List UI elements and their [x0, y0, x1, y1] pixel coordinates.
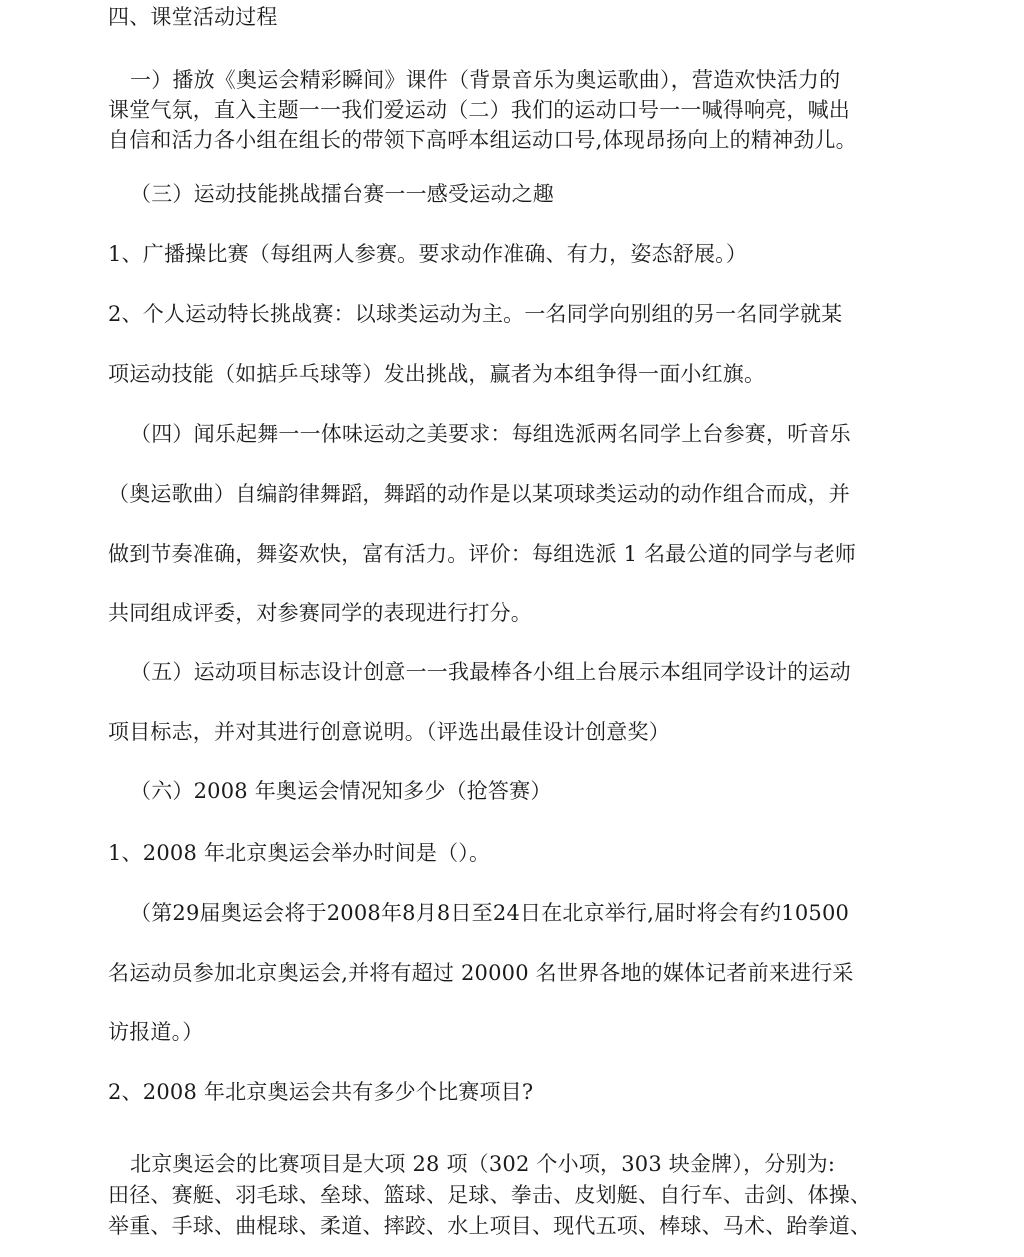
answer-line: （第29届奥运会将于2008年8月8日至24日在北京举行,届时将会有约10500: [130, 901, 850, 925]
paragraph-line: 做到节奏准确，舞姿欢快，富有活力。评价：每组选派 1 名最公道的同学与老师: [108, 542, 857, 566]
answer-line: 访报道。）: [108, 1020, 204, 1044]
section-title: （三）运动技能挑战擂台赛一一感受运动之趣: [130, 182, 554, 206]
list-item: 1、广播操比赛（每组两人参赛。要求动作准确、有力，姿态舒展。）: [108, 242, 748, 266]
question: 2、2008 年北京奥运会共有多少个比赛项目?: [108, 1080, 534, 1104]
paragraph-line: （五）运动项目标志设计创意一一我最棒各小组上台展示本组同学设计的运动: [130, 660, 851, 684]
section-heading: 四、课堂活动过程: [108, 5, 278, 29]
question: 1、2008 年北京奥运会举办时间是（）。: [108, 841, 491, 865]
paragraph-line: 共同组成评委，对参赛同学的表现进行打分。: [108, 601, 532, 625]
list-item-continuation: 项运动技能（如掂乒乓球等）发出挑战，赢者为本组争得一面小红旗。: [108, 362, 766, 386]
paragraph-line: （奥运歌曲）自编韵律舞蹈，舞蹈的动作是以某项球类运动的动作组合而成，并: [108, 482, 850, 506]
paragraph-line: 项目标志，并对其进行创意说明。（评选出最佳设计创意奖）: [108, 720, 670, 744]
answer-line: 名运动员参加北京奥运会,并将有超过 20000 名世界各地的媒体记者前来进行采: [108, 961, 854, 985]
answer-line: 北京奥运会的比赛项目是大项 28 项（302 个小项，303 块金牌），分别为:: [130, 1152, 836, 1176]
paragraph-line: 自信和活力各小组在组长的带领下高呼本组运动口号,体现昂扬向上的精神劲儿。: [108, 128, 857, 152]
paragraph-line: 一）播放《奥运会精彩瞬间》课件（背景音乐为奥运歌曲），营造欢快活力的: [130, 68, 841, 92]
paragraph-line: （四）闻乐起舞一一体味运动之美要求：每组选派两名同学上台参赛，听音乐: [130, 422, 851, 446]
answer-line: 田径、赛艇、羽毛球、垒球、篮球、足球、拳击、皮划艇、自行车、击剑、体操、: [108, 1183, 872, 1207]
list-item: 2、个人运动特长挑战赛：以球类运动为主。一名同学向别组的另一名同学就某: [108, 302, 843, 326]
section-title: （六）2008 年奥运会情况知多少（抢答赛）: [130, 779, 552, 803]
paragraph-line: 课堂气氛，直入主题一一我们爱运动（二）我们的运动口号一一喊得响亮，喊出: [108, 98, 850, 122]
answer-line: 举重、手球、曲棍球、柔道、摔跤、水上项目、现代五项、棒球、马术、跆拳道、: [108, 1214, 872, 1238]
